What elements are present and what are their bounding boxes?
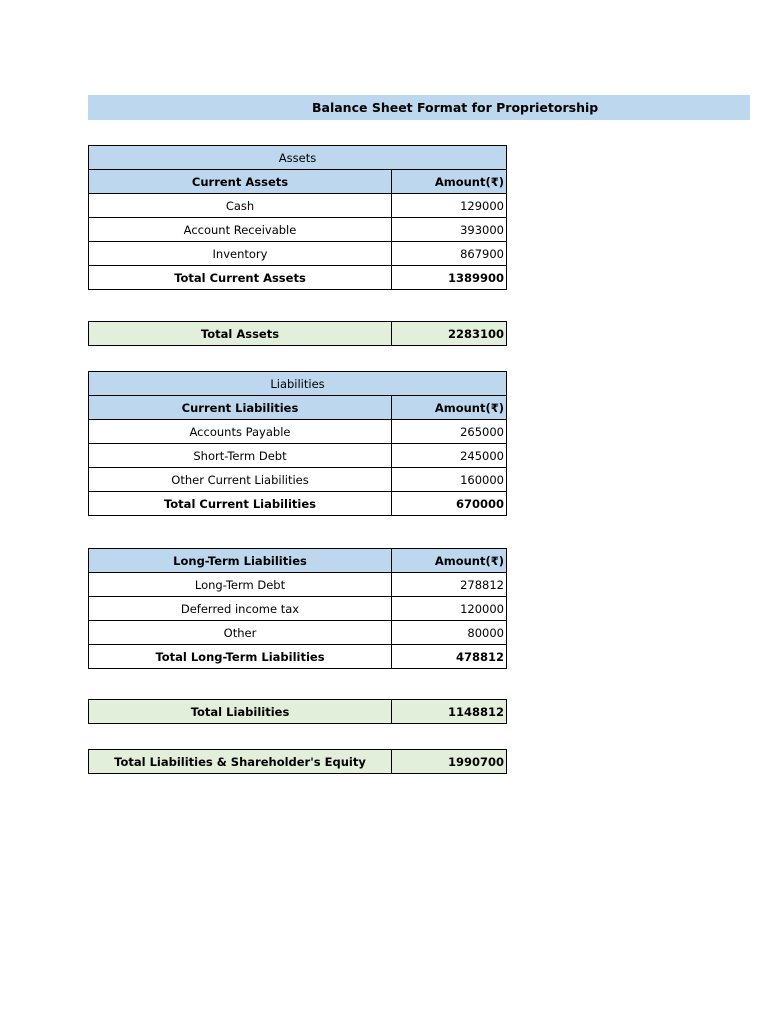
total-current-assets-amount: 1389900: [392, 266, 507, 290]
amount-header: Amount(₹): [392, 549, 507, 573]
row-label: Other Current Liabilities: [89, 468, 392, 492]
amount-header: Amount(₹): [392, 170, 507, 194]
grand-total-amount: 1990700: [392, 750, 507, 774]
total-long-term-liabilities-label: Total Long-Term Liabilities: [89, 645, 392, 669]
liabilities-section-title: Liabilities: [89, 372, 507, 396]
table-row: [89, 573, 507, 597]
table-row: [89, 218, 507, 242]
total-assets-table: [88, 321, 507, 346]
total-row: [89, 645, 507, 669]
row-amount: 245000: [392, 444, 507, 468]
total-current-assets-label: Total Current Assets: [89, 266, 392, 290]
row-amount: 265000: [392, 420, 507, 444]
total-liabilities-label: Total Liabilities: [89, 700, 392, 724]
total-liabilities-table: [88, 699, 507, 724]
current-liabilities-table: [88, 371, 507, 516]
total-assets-label: Total Assets: [89, 322, 392, 346]
row-amount: 160000: [392, 468, 507, 492]
current-liabilities-header: Current Liabilities: [89, 396, 392, 420]
total-current-liabilities-amount: 670000: [392, 492, 507, 516]
long-term-liabilities-header: Long-Term Liabilities: [89, 549, 392, 573]
total-row: [89, 266, 507, 290]
long-term-liabilities-table: [88, 548, 507, 669]
total-long-term-liabilities-amount: 478812: [392, 645, 507, 669]
table-row: [89, 194, 507, 218]
table-row: [89, 242, 507, 266]
grand-total-label: Total Liabilities & Shareholder's Equity: [89, 750, 392, 774]
row-amount: 80000: [392, 621, 507, 645]
assets-section-title: Assets: [89, 146, 507, 170]
current-assets-table: [88, 145, 507, 290]
row-amount: 393000: [392, 218, 507, 242]
row-label: Other: [89, 621, 392, 645]
total-liabilities-amount: 1148812: [392, 700, 507, 724]
table-row: [89, 597, 507, 621]
row-amount: 867900: [392, 242, 507, 266]
total-current-liabilities-label: Total Current Liabilities: [89, 492, 392, 516]
row-amount: 120000: [392, 597, 507, 621]
row-label: Accounts Payable: [89, 420, 392, 444]
row-label: Long-Term Debt: [89, 573, 392, 597]
row-amount: 278812: [392, 573, 507, 597]
row-label: Cash: [89, 194, 392, 218]
table-row: [89, 468, 507, 492]
current-assets-header: Current Assets: [89, 170, 392, 194]
row-label: Short-Term Debt: [89, 444, 392, 468]
total-assets-amount: 2283100: [392, 322, 507, 346]
grand-total-table: [88, 749, 507, 774]
table-row: [89, 420, 507, 444]
table-row: [89, 621, 507, 645]
total-row: [89, 492, 507, 516]
row-amount: 129000: [392, 194, 507, 218]
sheet-title: Balance Sheet Format for Proprietorship: [312, 100, 599, 115]
row-label: Account Receivable: [89, 218, 392, 242]
row-label: Deferred income tax: [89, 597, 392, 621]
table-row: [89, 444, 507, 468]
row-label: Inventory: [89, 242, 392, 266]
amount-header: Amount(₹): [392, 396, 507, 420]
title-banner: [88, 95, 750, 120]
